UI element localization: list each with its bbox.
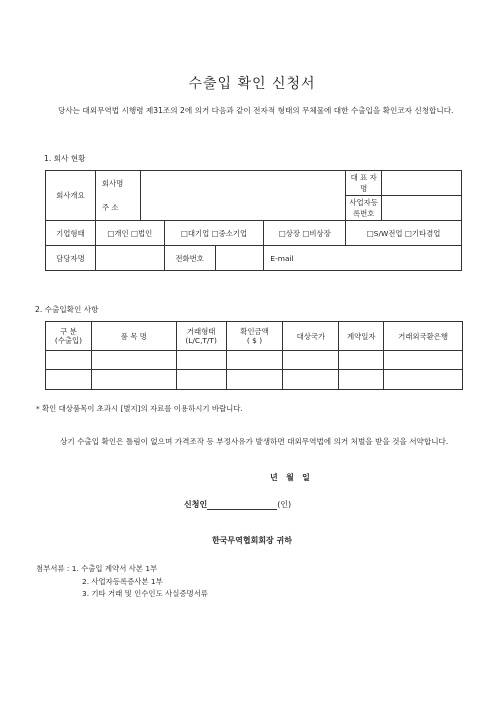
attachment-item: 1. 수출입 계약서 사본 1부: [71, 564, 158, 573]
address-label: 주 소: [95, 196, 140, 221]
section1-heading: 1. 회사 현황: [44, 154, 86, 163]
business-reg-label: 사업자등록번호: [346, 196, 382, 221]
cell[interactable]: [46, 370, 92, 390]
company-type-size[interactable]: □대기업 □중소기업: [164, 221, 264, 246]
applicant-signature: [184, 499, 291, 510]
intro-paragraph: 당사는 대외무역법 시행령 제31조의 2에 의거 다음과 같이 전자적 형태의 무체물에 대한 수출입을 확인코자 신청합니다.: [58, 106, 454, 115]
company-name-label: 회사명: [95, 171, 140, 196]
cell[interactable]: [226, 370, 283, 390]
representative-value[interactable]: [382, 171, 462, 196]
col-trade-form: 거래형태 (L/C,T/T): [176, 322, 226, 351]
company-name-value[interactable]: [140, 171, 345, 196]
attachments: [36, 563, 208, 601]
company-type-label: 기업형태: [46, 221, 96, 246]
col-country: 대상국가: [283, 322, 339, 351]
email-value[interactable]: [320, 246, 462, 271]
col-amount: 확인금액 ( $ ): [226, 322, 283, 351]
address-value[interactable]: [140, 196, 345, 221]
company-table: [45, 170, 462, 271]
col-bank: 거래외국환은행: [384, 322, 463, 351]
email-label: E-mail: [264, 246, 320, 271]
cell[interactable]: [46, 351, 92, 370]
contact-person-value[interactable]: [95, 246, 164, 271]
document-title: 수출입 확인 신청서: [188, 76, 316, 92]
phone-label: 전화번호: [164, 246, 215, 271]
note-text: * 확인 대상품목이 초과시 [별지]의 자료를 이용하시기 바랍니다.: [36, 404, 243, 413]
company-type-listing[interactable]: □상장 □비상장: [264, 221, 346, 246]
cell[interactable]: [339, 370, 384, 390]
col-item-name: 품 목 명: [91, 322, 176, 351]
attachments-label: 첨부서류 :: [36, 564, 72, 573]
cell[interactable]: [91, 370, 176, 390]
signature-line[interactable]: [207, 501, 277, 510]
cell[interactable]: [384, 370, 463, 390]
cell[interactable]: [226, 351, 283, 370]
table-row: [46, 351, 463, 370]
cell[interactable]: [176, 370, 226, 390]
seal-mark: (인): [277, 500, 292, 509]
date-line: 년 월 일: [270, 473, 310, 482]
company-type-business[interactable]: □S/W전업 □기타겸업: [346, 221, 462, 246]
trade-table: [45, 321, 463, 390]
cell[interactable]: [91, 351, 176, 370]
cell[interactable]: [384, 351, 463, 370]
cell[interactable]: [339, 351, 384, 370]
applicant-label: 신청인: [184, 500, 208, 509]
recipient: 한국무역협회회장 귀하: [211, 535, 293, 545]
representative-label: 대 표 자 명: [346, 171, 382, 196]
cell[interactable]: [176, 351, 226, 370]
cell[interactable]: [283, 370, 339, 390]
col-type: 구 분 (수출입): [46, 322, 92, 351]
contact-person-label: 담당자명: [46, 246, 96, 271]
company-type-individual-corp[interactable]: □개인 □법인: [95, 221, 164, 246]
col-contract-date: 계약일자: [339, 322, 384, 351]
attachment-item: 2. 사업자등록증사본 1부: [82, 576, 163, 586]
business-reg-value[interactable]: [382, 196, 462, 221]
phone-value[interactable]: [215, 246, 264, 271]
company-overview-label: 회사개요: [46, 171, 96, 221]
pledge-paragraph: 상기 수출입 확인은 틀림이 없으며 가격조작 등 부정사유가 발생하면 대외무역법에 의거 처벌을 받을 것을 서약합니다.: [60, 437, 449, 446]
cell[interactable]: [283, 351, 339, 370]
attachment-item: 3. 기타 거래 및 인수인도 사실증명서류: [82, 589, 208, 598]
section2-heading: 2. 수출입확인 사항: [35, 305, 99, 314]
table-row: [46, 370, 463, 390]
